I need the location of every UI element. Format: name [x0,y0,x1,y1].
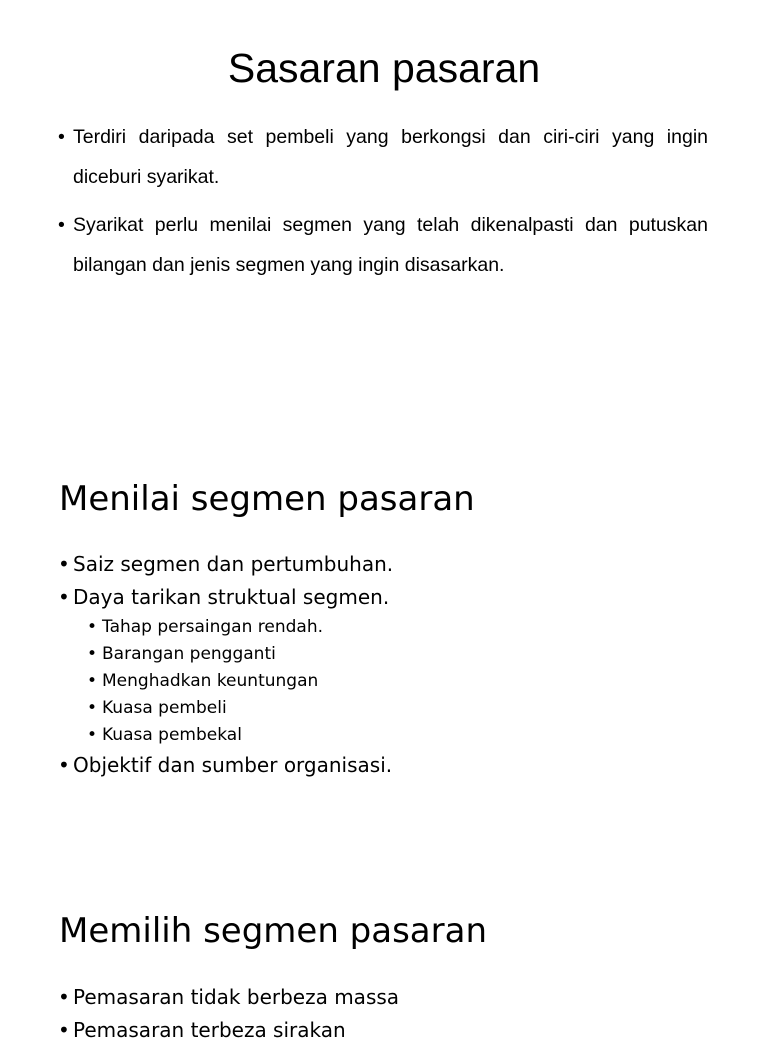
bullet-icon: • [58,1018,70,1042]
sub-bullet-item [87,614,393,641]
sub-bullet-list [73,614,393,749]
bullet-icon: • [87,671,98,691]
sub-bullet-text: Menghadkan keuntungan [102,671,319,691]
bullet-item [58,749,393,782]
bullet-text: Objektif dan sumber organisasi. [73,753,393,777]
bullet-icon: • [87,644,98,664]
sub-bullet-item [87,695,393,722]
bullet-list [58,548,393,782]
bullet-icon: • [87,698,98,718]
bullet-item [58,1014,399,1047]
bullet-list [58,117,708,293]
sub-bullet-text: Kuasa pembeli [102,698,227,718]
bullet-icon: • [58,214,65,236]
bullet-icon: • [58,585,70,609]
bullet-text: Pemasaran terbeza sirakan [73,1018,346,1042]
bullet-item [58,981,399,1014]
sub-bullet-item [87,641,393,668]
sub-bullet-text: Barangan pengganti [102,644,276,664]
slide-title: Memilih segmen pasaran [59,911,488,951]
bullet-icon: • [58,985,70,1009]
bullet-text: Syarikat perlu menilai segmen yang telah dikenalpasti dan putuskan bilangan dan jenis segmen yang ingin disasarkan. [73,214,708,276]
slide-title: Sasaran pasaran [227,45,541,91]
bullet-text: Terdiri daripada set pembeli yang berkongsi dan ciri-ciri yang ingin diceburi syarikat. [73,126,708,188]
bullet-list [58,981,399,1047]
bullet-text: Pemasaran tidak berbeza massa [73,985,400,1009]
bullet-icon: • [87,617,98,637]
bullet-icon: • [58,126,65,148]
sub-bullet-text: Tahap persaingan rendah. [102,617,324,637]
bullet-item [58,548,393,581]
slide-title: Menilai segmen pasaran [59,479,475,519]
bullet-icon: • [58,753,70,777]
bullet-item [58,581,393,749]
sub-bullet-text: Kuasa pembekal [102,725,242,745]
bullet-item [58,117,708,197]
bullet-icon: • [58,552,70,576]
bullet-text: Daya tarikan struktual segmen. [73,585,390,609]
sub-bullet-item [87,668,393,695]
bullet-text: Saiz segmen dan pertumbuhan. [73,552,394,576]
bullet-icon: • [87,725,98,745]
bullet-item [58,205,708,285]
sub-bullet-item [87,722,393,749]
